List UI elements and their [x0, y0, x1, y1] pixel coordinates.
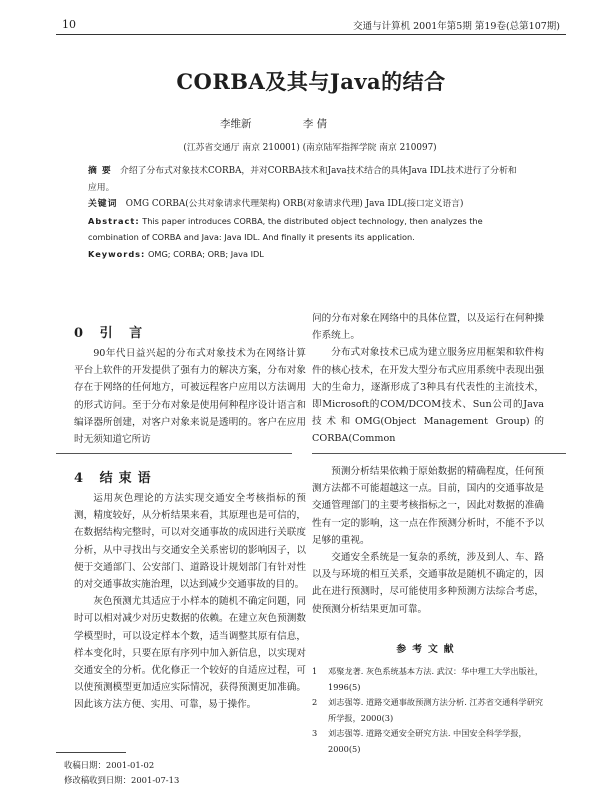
reference-item: [312, 695, 544, 726]
abstract-cn-label: 摘 要: [88, 166, 112, 176]
reference-item: [312, 726, 544, 757]
header-rule: [56, 34, 566, 35]
references-list: [312, 664, 544, 757]
keywords-en-text: OMG; CORBA; ORB; Java IDL: [147, 248, 264, 259]
right-top-paragraph-2: 分布式对象技术已成为建立服务应用框架和软件构件的核心技术，在开发大型分布式应用系统中表现出强大的生命力，逐渐形成了3种具有代表性的主流技术，即Microsoft的COM/DCOM技术、Sun公司的Java技术和OMG(Object Management Group)的CORBA(Common: [312, 347, 544, 445]
reference-item: [312, 664, 544, 695]
section-0-heading: 0 引 言: [74, 326, 149, 341]
right-column-bottom: [312, 463, 544, 618]
section-4-body: [74, 490, 306, 714]
abstract-en-label: Abstract:: [88, 215, 140, 226]
left-divider: [56, 453, 292, 454]
right-divider: [312, 453, 566, 454]
abstract-en-text: This paper introduces CORBA, the distributed object technology, then analyzes the combination of CORBA and Java: Java IDL. And finally it presents its application.: [88, 215, 483, 242]
reference-number: 3: [312, 728, 318, 738]
footnote-revised: 修改稿收到日期：2001-07-13: [64, 775, 180, 785]
abstract-block: [88, 163, 518, 262]
reference-number: 1: [312, 666, 318, 676]
keywords-en-label: Keywords:: [88, 248, 146, 259]
keywords-cn: [88, 196, 518, 213]
keywords-en: [88, 246, 518, 263]
author-1: 李维新: [220, 118, 252, 130]
footnote-rule: [56, 752, 126, 753]
reference-text: 刘志强等. 道路交通安全研究方法. 中国安全科学学报，2000(5): [328, 728, 527, 754]
reference-text: 刘志强等. 道路交通事故预测方法分析. 江苏省交通科学研究所学报，2000(3): [328, 697, 544, 723]
section-0-body: [74, 345, 306, 448]
author-2: 李 倩: [302, 118, 328, 130]
section-0-paragraph: 90年代日益兴起的分布式对象技术为在网络计算平台上软件的开发提供了强有力的解决方案，分布对象存在于网络的任何地方，可被远程客户应用以方法调用的形式访问。至于分布对象是使用何种程序设计语言和编译器所创建，对客户对象来说是透明的。客户在应用时无须知道它所访: [74, 348, 306, 446]
section-4-heading: 4 结束语: [74, 471, 157, 486]
footnote-received: 收稿日期：2001-01-02: [64, 760, 155, 770]
abstract-cn: [88, 163, 518, 196]
section-4-paragraph-1: 运用灰色理论的方法实现交通安全考核指标的预测，精度较好，从分析结果来看，其原理也是可信的，在数据结构完整时，可以对交通事故的成因进行关联度分析，从中寻找出与交通安全关系密切的影响因子，以便于交通部门、公安部门、道路设计规划部门有针对性的对交通事故实施治理，以达到减少交通事故的目的。: [74, 493, 306, 591]
reference-text: 邓聚龙著. 灰色系统基本方法. 武汉：华中理工大学出版社，1996(5): [328, 666, 544, 692]
keywords-cn-text: OMG CORBA(公共对象请求代理架构) ORB(对象请求代理) Java IDL(接口定义语言): [125, 199, 464, 209]
abstract-en: [88, 213, 518, 246]
reference-number: 2: [312, 697, 318, 707]
journal-header: 交通与计算机 2001年第5期 第19卷(总第107期): [353, 21, 560, 32]
right-bottom-paragraph-2: 交通安全系统是一复杂的系统，涉及到人、车、路以及与环境的相互关系，交通事故是随机不确定的，因此在进行预测时，尽可能使用多种预测方法综合考虑，使预测分析结果更加可靠。: [312, 552, 544, 615]
page-number: 10: [62, 18, 76, 31]
keywords-cn-label: 关键词: [88, 199, 118, 209]
abstract-cn-text: 介绍了分布式对象技术CORBA，并对CORBA技术和Java技术结合的具体Java IDL技术进行了分析和应用。: [88, 166, 517, 193]
right-top-paragraph-1: 问的分布对象在网络中的具体位置，以及运行在何种操作系统上。: [312, 313, 544, 342]
section-4-paragraph-2: 灰色预测尤其适应于小样本的随机不确定问题，同时可以相对减少对历史数据的依赖。在建立灰色预测数学模型时，可以设定样本个数，适当调整其原有信息，样本变化时，只要在原有序列中加入新信息，以实现对交通安全的分析。优化修正一个较好的自适应过程，可以使预测模型更加适应实际情况，获得预测更加准确。因此该方法方便、实用、可靠，易于操作。: [74, 596, 306, 711]
affiliations: (江苏省交通厅 南京 210001) (南京陆军指挥学院 南京 210097): [183, 143, 437, 153]
right-bottom-paragraph-1: 预测分析结果依赖于原始数据的精确程度，任何预测方法都不可能超越这一点。目前，国内的交通事故是交通管理部门的主要考核指标之一，因此对数据的准确性有一定的影响，这一点在作预测分析时，不能不予以足够的重视。: [312, 466, 544, 546]
paper-title: CORBA及其与Java的结合: [176, 69, 446, 94]
right-column-top: [312, 310, 544, 448]
authors: [220, 116, 375, 131]
references-heading: 参考文献: [396, 644, 460, 655]
